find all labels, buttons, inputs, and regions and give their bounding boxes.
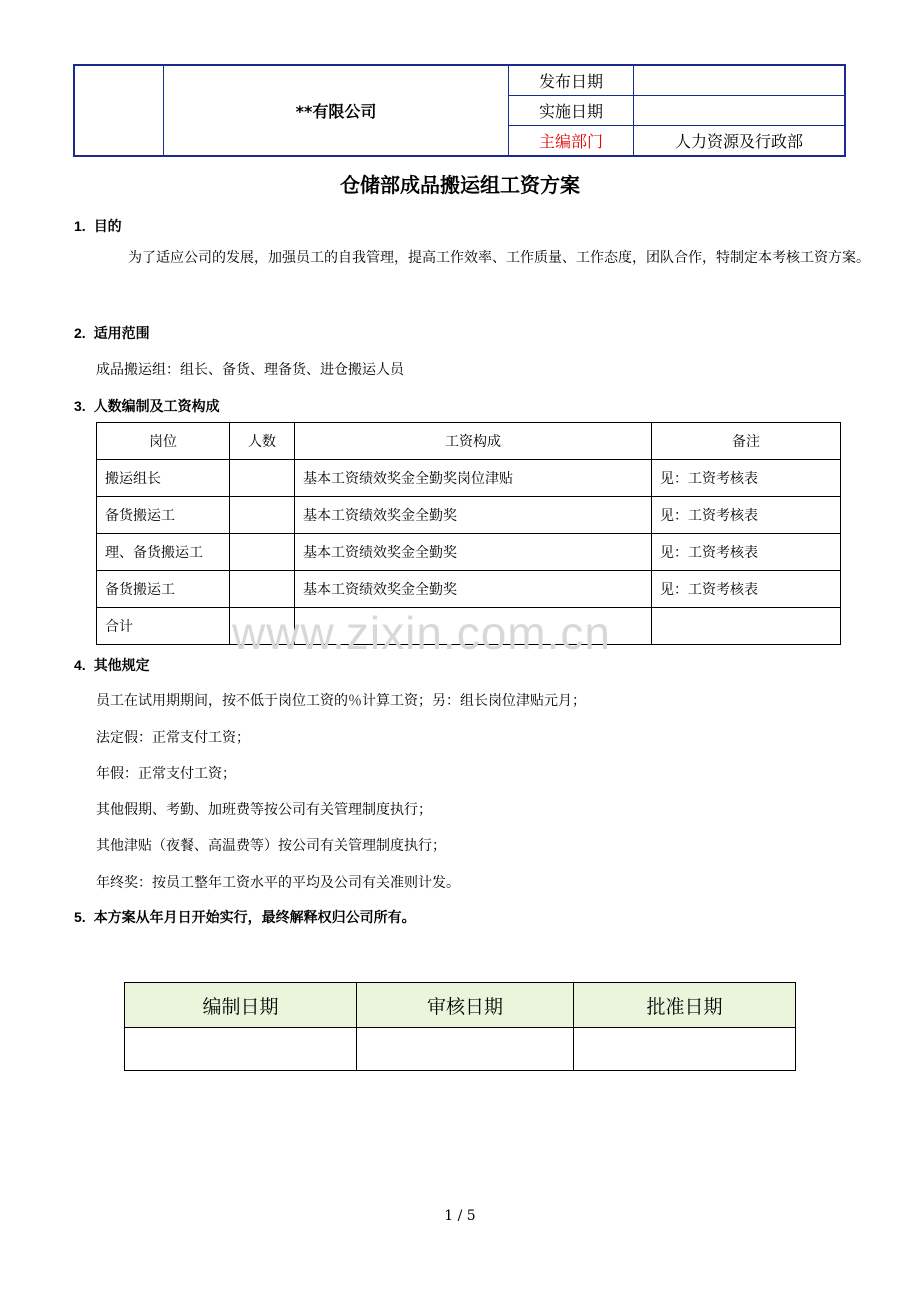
section-title: 其他规定: [93, 658, 150, 674]
column-header: 工资构成: [295, 423, 652, 460]
logo-cell: [74, 65, 164, 156]
section-number: 3.: [74, 398, 86, 414]
table-cell: 见：工资考核表: [652, 460, 841, 497]
table-cell: 基本工资绩效奖金全勤奖: [295, 534, 652, 571]
table-cell: 备货搬运工: [97, 497, 230, 534]
approval-value-row: [125, 1028, 796, 1071]
rule-line: 法定假：正常支付工资；: [96, 730, 250, 746]
effective-date-label: 实施日期: [509, 96, 634, 126]
table-cell: 备货搬运工: [97, 571, 230, 608]
rule-line: 年终奖：按员工整年工资水平的平均及公司有关准则计发。: [96, 875, 460, 891]
table-cell: 见：工资考核表: [652, 534, 841, 571]
publish-date-label: 发布日期: [509, 65, 634, 96]
section-title: 人数编制及工资构成: [93, 399, 220, 415]
section-number: 5.: [74, 909, 86, 925]
department-label: 主编部门: [509, 126, 634, 157]
table-cell: 合计: [97, 608, 230, 645]
column-header: 人数: [230, 423, 295, 460]
rule-line: 其他假期、考勤、加班费等按公司有关管理制度执行；: [96, 802, 432, 818]
table-header-row: [97, 423, 841, 460]
table-cell: [652, 608, 841, 645]
table-cell: 基本工资绩效奖金全勤奖: [295, 497, 652, 534]
page-number: 1 / 5: [444, 1208, 476, 1224]
section-2-heading: [74, 323, 150, 343]
review-date-header: 审核日期: [357, 983, 574, 1028]
section-2-text: 成品搬运组：组长、备货、理备货、进仓搬运人员: [96, 362, 404, 378]
section-title: 目的: [93, 219, 122, 235]
rule-line: 其他津贴（夜餐、高温费等）按公司有关管理制度执行；: [96, 838, 446, 854]
department-value: 人力资源及行政部: [634, 126, 846, 157]
table-cell: 基本工资绩效奖金全勤奖岗位津贴: [295, 460, 652, 497]
table-cell: [230, 534, 295, 571]
review-date-value: [357, 1028, 574, 1071]
watermark: www.zixin.com.cn: [232, 607, 611, 659]
section-number: 1.: [74, 218, 86, 234]
table-cell: [230, 571, 295, 608]
column-header: 备注: [652, 423, 841, 460]
table-cell: 理、备货搬运工: [97, 534, 230, 571]
section-1-heading: [74, 216, 122, 236]
table-cell: 基本工资绩效奖金全勤奖: [295, 571, 652, 608]
publish-date-value: [634, 65, 846, 96]
rule-line: 年假：正常支付工资；: [96, 766, 236, 782]
document-title: 仓储部成品搬运组工资方案: [340, 173, 580, 197]
table-cell: [230, 497, 295, 534]
table-cell: 见：工资考核表: [652, 497, 841, 534]
section-number: 2.: [74, 325, 86, 341]
approve-date-value: [574, 1028, 796, 1071]
table-row: [97, 534, 841, 571]
section-3-heading: [74, 396, 220, 416]
section-1-text: 为了适应公司的发展，加强员工的自我管理，提高工作效率、工作质量、工作态度，团队合作，特制定本考核工资方案。: [128, 250, 870, 266]
section-5-heading: [74, 907, 416, 927]
rule-line: 员工在试用期期间，按不低于岗位工资的％计算工资；另：组长岗位津贴元月；: [96, 693, 586, 709]
table-cell: [230, 460, 295, 497]
table-cell: 见：工资考核表: [652, 571, 841, 608]
section-title: 适用范围: [93, 326, 150, 342]
section-title: 本方案从年月日开始实行，最终解释权归公司所有。: [93, 910, 416, 926]
table-cell: 搬运组长: [97, 460, 230, 497]
approval-header-row: [125, 983, 796, 1028]
table-row: [97, 571, 841, 608]
company-name: **有限公司: [164, 65, 509, 156]
table-row: [97, 497, 841, 534]
compile-date-value: [125, 1028, 357, 1071]
column-header: 岗位: [97, 423, 230, 460]
approval-table: [124, 982, 796, 1071]
section-number: 4.: [74, 657, 86, 673]
section-4-heading: [74, 655, 150, 675]
effective-date-value: [634, 96, 846, 126]
header-table: [73, 64, 846, 157]
table-row: [97, 460, 841, 497]
compile-date-header: 编制日期: [125, 983, 357, 1028]
approve-date-header: 批准日期: [574, 983, 796, 1028]
